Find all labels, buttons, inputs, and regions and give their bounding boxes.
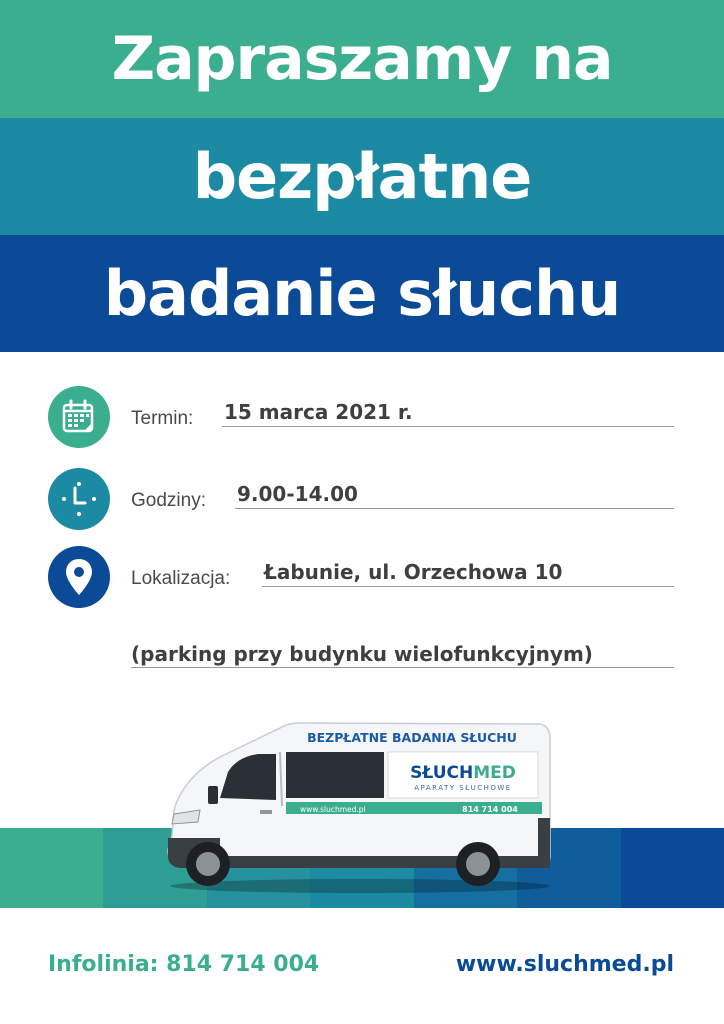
van-brand — [410, 763, 516, 783]
van-phone: 814 714 004 — [462, 805, 518, 814]
calendar-icon — [48, 386, 110, 448]
headline-band-2 — [0, 118, 724, 235]
location-underline — [262, 586, 674, 587]
detail-row-location — [0, 546, 724, 610]
headline-line-1: Zapraszamy na — [111, 24, 613, 94]
clock-icon — [48, 468, 110, 530]
location-value: Łabunie, ul. Orzechowa 10 — [264, 560, 563, 584]
parking-note: (parking przy budynku wielofunkcyjnym) — [131, 642, 593, 666]
hours-label: Godziny: — [131, 490, 206, 511]
infoline-text: Infolinia: 814 714 004 — [48, 952, 320, 977]
headline-line-2: bezpłatne — [192, 140, 532, 213]
van-tagline: APARATY SŁUCHOWE — [414, 784, 512, 792]
headline-band-1 — [0, 0, 724, 118]
detail-row-hours — [0, 468, 724, 532]
location-label: Lokalizacja: — [131, 568, 231, 589]
headline-line-3: badanie słuchu — [103, 257, 621, 330]
van-website: www.sluchmed.pl — [300, 805, 366, 814]
map-pin-icon — [48, 546, 110, 608]
strip-segment — [621, 828, 724, 908]
date-underline — [222, 426, 674, 427]
van-brand-part1: SŁUCH — [410, 763, 474, 783]
van-illustration — [160, 718, 556, 894]
detail-row-date — [0, 386, 724, 450]
hours-underline — [235, 508, 674, 509]
van-roof-text: BEZPŁATNE BADANIA SŁUCHU — [307, 730, 517, 745]
website-link[interactable]: www.sluchmed.pl — [455, 952, 674, 977]
headline-band-3 — [0, 235, 724, 352]
parking-underline — [131, 667, 674, 668]
van-brand-part2: MED — [473, 763, 516, 783]
hours-value: 9.00-14.00 — [237, 482, 358, 506]
date-value: 15 marca 2021 r. — [224, 400, 413, 424]
strip-segment — [0, 828, 103, 908]
date-label: Termin: — [131, 408, 194, 429]
